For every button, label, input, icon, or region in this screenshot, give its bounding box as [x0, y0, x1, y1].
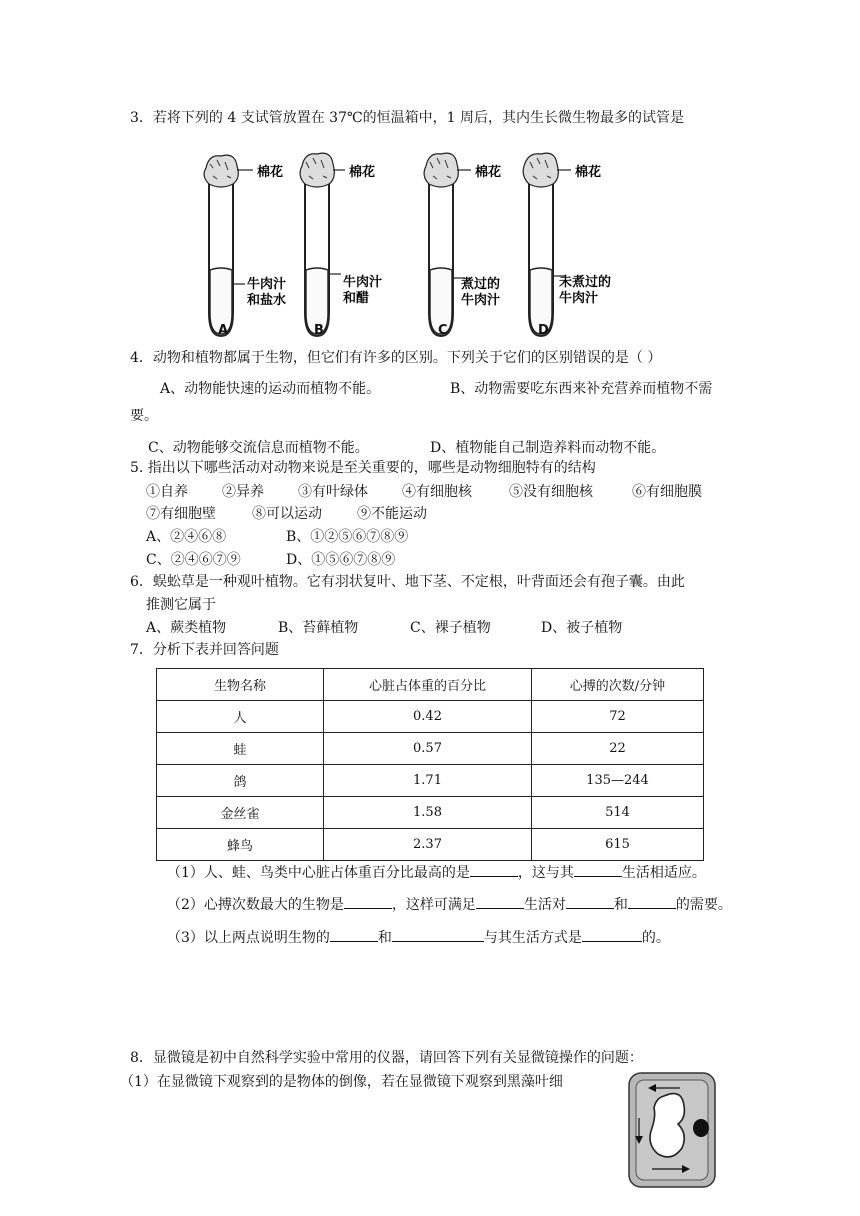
table-header-row	[157, 669, 704, 701]
table-row	[157, 797, 704, 829]
q7-text: 7．分析下表并回答问题	[130, 642, 279, 658]
table-cell: 0.42	[324, 701, 532, 733]
q4-option-a: A、动物能快速的运动而植物不能。	[160, 381, 381, 397]
tube-a-liquid-label-1: 牛肉汁	[247, 277, 287, 292]
tube-c-liquid-label-1: 煮过的	[461, 277, 501, 292]
nucleus	[693, 1119, 709, 1137]
q5-item-9: ⑨不能运动	[357, 506, 427, 522]
q5-option-c: C、②④⑥⑦⑨	[146, 552, 241, 568]
q6-text-cont: 推测它属于	[146, 597, 216, 613]
q7-sub2-text-c: 生活对	[523, 897, 566, 913]
q3-test-tube-figure	[195, 148, 615, 343]
q7-sub3	[167, 927, 670, 947]
q5-item-5: ⑤没有细胞核	[509, 484, 593, 500]
table-cell: 人	[157, 701, 324, 733]
tube-a-letter: A	[218, 323, 229, 338]
q8-sub1: （1）在显微镜下观察到的是物体的倒像，若在显微镜下观察到黑藻叶细	[120, 1074, 563, 1090]
answer-blank[interactable]	[470, 862, 518, 877]
tube-d-liquid-label-2: 牛肉汁	[559, 291, 599, 306]
q7-sub1-text-c: 生活相适应。	[621, 865, 706, 881]
cotton-plug	[204, 155, 238, 187]
answer-blank[interactable]	[344, 894, 392, 909]
test-tube-d	[523, 153, 571, 336]
q6-option-d: D、被子植物	[541, 620, 623, 636]
q4-option-b: B、动物需要吃东西来补充营养而植物不需	[450, 381, 713, 397]
test-tube-b	[300, 153, 345, 336]
q6-option-b: B、苔藓植物	[278, 620, 359, 636]
q7-sub2-text-a: （2）心搏次数最大的生物是	[167, 897, 344, 913]
q4-option-c: C、动物能够交流信息而植物不能。	[148, 440, 369, 456]
tube-a-cotton-label: 棉花	[257, 165, 284, 180]
q8-text: 8．显微镜是初中自然科学实验中常用的仪器，请回答下列有关显微镜操作的问题：	[130, 1050, 643, 1066]
q6-option-c: C、裸子植物	[410, 620, 491, 636]
table-cell: 1.58	[324, 797, 532, 829]
q3-text: 3．若将下列的 4 支试管放置在 37℃的恒温箱中，1 周后，其内生长微生物最多的试管是	[130, 110, 684, 126]
q5-text: 5. 指出以下哪些活动对动物来说是至关重要的，哪些是动物细胞特有的结构	[130, 460, 596, 476]
table-cell: 72	[532, 701, 704, 733]
table-cell: 135—244	[532, 765, 704, 797]
q5-item-3: ③有叶绿体	[298, 484, 368, 500]
tube-c-letter: C	[438, 323, 448, 338]
q5-option-a: A、②④⑥⑧	[146, 529, 227, 545]
answer-blank[interactable]	[392, 927, 484, 942]
table-header-cell: 生物名称	[157, 669, 324, 701]
tube-b-liquid-label-1: 牛肉汁	[343, 275, 383, 290]
q5-item-1: ①自养	[146, 484, 188, 500]
q7-sub2	[167, 894, 732, 914]
table-cell: 金丝雀	[157, 797, 324, 829]
table-row	[157, 701, 704, 733]
cell-diagram	[626, 1070, 718, 1190]
q6-text: 6．蜈蚣草是一种观叶植物。它有羽状复叶、地下茎、不定根，叶背面还会有孢子囊。由此	[130, 574, 685, 590]
answer-blank[interactable]	[330, 927, 378, 942]
table-row	[157, 829, 704, 861]
q5-option-d: D、①⑤⑥⑦⑧⑨	[286, 552, 396, 568]
q4-option-b-cont: 要。	[130, 408, 158, 424]
table-header-cell: 心搏的次数/分钟	[532, 669, 704, 701]
test-tube-a	[204, 155, 253, 336]
q5-item-7: ⑦有细胞壁	[146, 506, 216, 522]
test-tube-c	[424, 153, 471, 336]
vacuole	[650, 1094, 684, 1157]
q7-sub2-text-e: 的需要。	[675, 897, 732, 913]
table-cell: 0.57	[324, 733, 532, 765]
q7-sub3-text-c: 与其生活方式是	[483, 930, 582, 946]
answer-blank[interactable]	[574, 862, 622, 877]
q7-sub1-text-b: ，这与其	[517, 865, 574, 881]
answer-blank[interactable]	[582, 927, 642, 942]
q7-sub3-text-b: 和	[377, 930, 392, 946]
tube-c-cotton-label: 棉花	[475, 165, 502, 180]
q6-option-a: A、蕨类植物	[146, 620, 227, 636]
tube-b-liquid-label-2: 和醋	[343, 291, 370, 306]
table-cell: 514	[532, 797, 704, 829]
table-cell: 蜂鸟	[157, 829, 324, 861]
cotton-plug	[300, 153, 334, 187]
q5-option-b: B、①②⑤⑥⑦⑧⑨	[286, 529, 409, 545]
answer-blank[interactable]	[628, 894, 676, 909]
q7-sub3-text-a: （3）以上两点说明生物的	[167, 930, 330, 946]
q4-text: 4．动物和植物都属于生物，但它们有许多的区别。下列关于它们的区别错误的是（ ）	[130, 350, 662, 366]
tube-a-liquid-label-2: 和盐水	[247, 293, 287, 308]
table-cell: 615	[532, 829, 704, 861]
table-cell: 蛙	[157, 733, 324, 765]
tube-d-letter: D	[538, 323, 549, 338]
q7-sub2-text-d: 和	[613, 897, 628, 913]
tube-d-liquid-label-1: 未煮过的	[559, 275, 612, 290]
table-cell: 2.37	[324, 829, 532, 861]
heart-data-table	[156, 668, 704, 861]
table-row	[157, 733, 704, 765]
tube-c-liquid-label-2: 牛肉汁	[461, 293, 501, 308]
q5-item-4: ④有细胞核	[402, 484, 472, 500]
tube-d-cotton-label: 棉花	[575, 165, 602, 180]
q7-sub1-text-a: （1）人、蛙、鸟类中心脏占体重百分比最高的是	[167, 865, 470, 881]
cotton-plug	[523, 153, 558, 187]
q7-sub2-text-b: ，这样可满足	[391, 897, 476, 913]
answer-blank[interactable]	[566, 894, 614, 909]
cotton-plug	[424, 153, 458, 187]
tube-b-cotton-label: 棉花	[349, 165, 376, 180]
tube-b-letter: B	[314, 323, 324, 338]
q4-option-d: D、植物能自己制造养料而动物不能。	[430, 440, 666, 456]
q7-sub1	[167, 862, 706, 882]
q7-sub3-text-d: 的。	[641, 930, 670, 946]
table-cell: 1.71	[324, 765, 532, 797]
answer-blank[interactable]	[476, 894, 524, 909]
table-row	[157, 765, 704, 797]
q5-item-2: ②异养	[222, 484, 264, 500]
table-cell: 22	[532, 733, 704, 765]
q5-item-6: ⑥有细胞膜	[632, 484, 702, 500]
table-cell: 鸽	[157, 765, 324, 797]
table-header-cell: 心脏占体重的百分比	[324, 669, 532, 701]
q5-item-8: ⑧可以运动	[252, 506, 322, 522]
